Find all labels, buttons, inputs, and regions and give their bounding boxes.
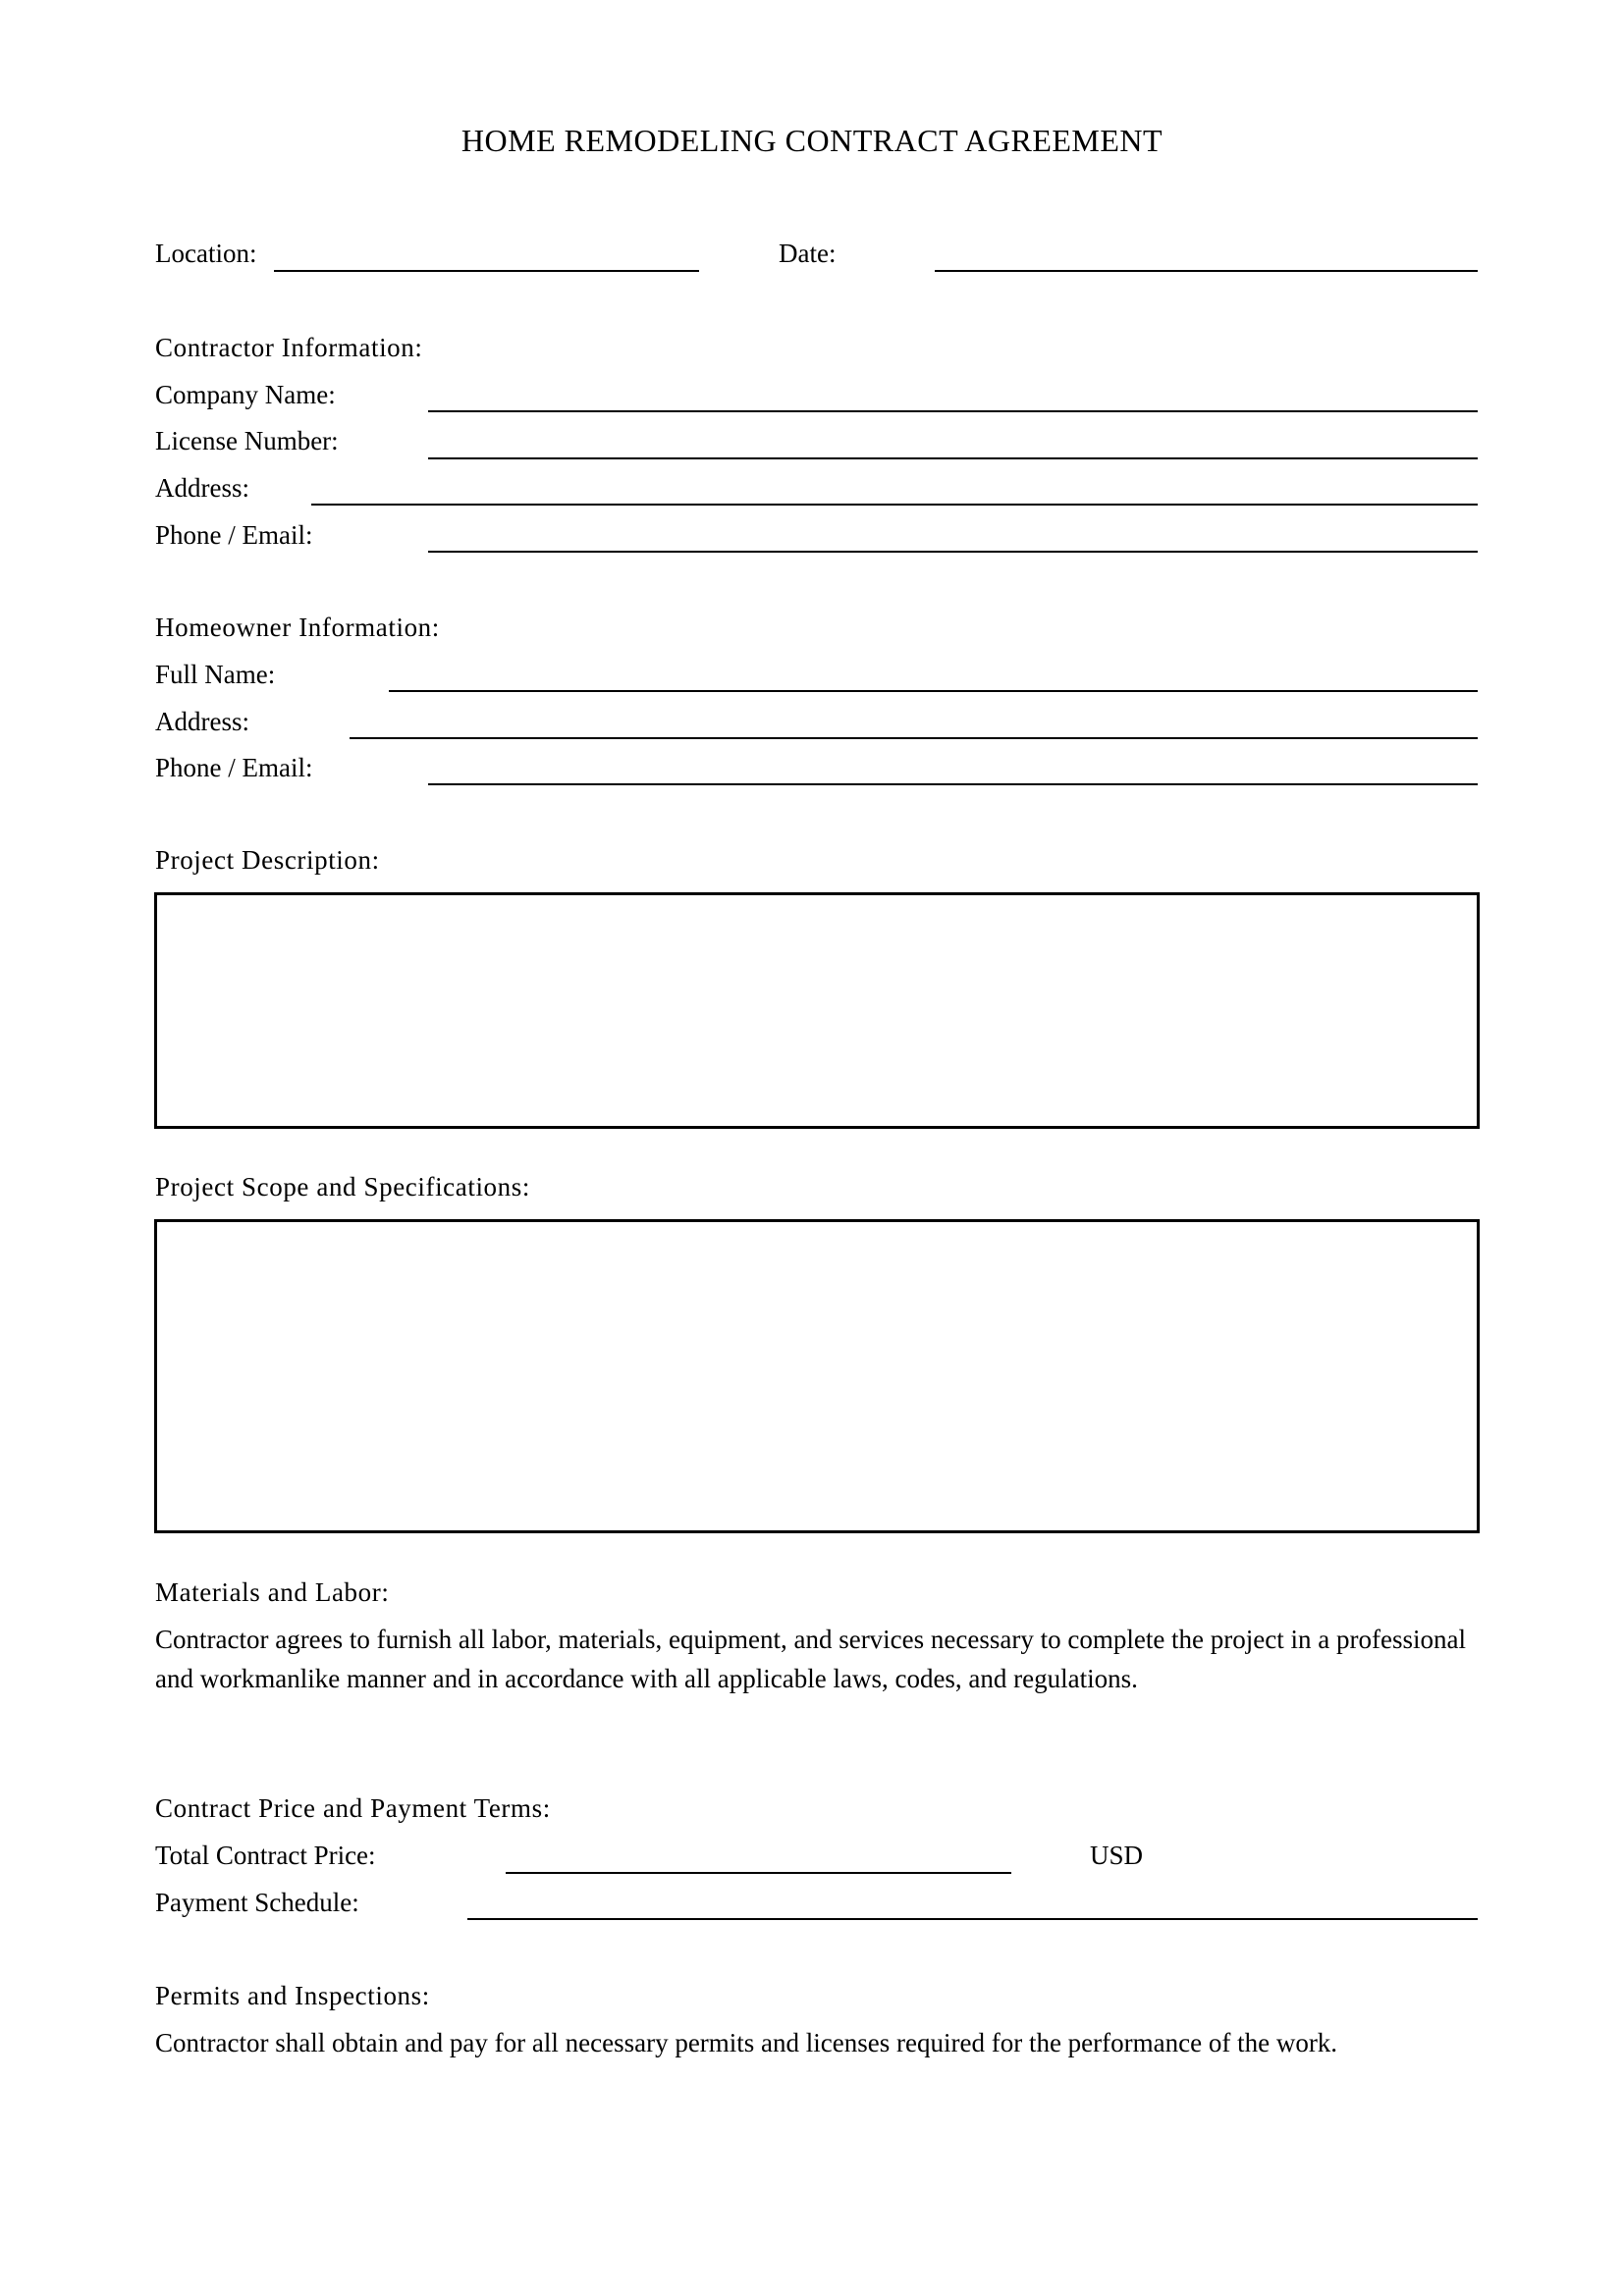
license-number-label: License Number: <box>155 426 339 455</box>
price-heading: Contract Price and Payment Terms: <box>155 1793 551 1823</box>
payment-schedule-field[interactable] <box>467 1918 1478 1920</box>
contractor-phone-email-field[interactable] <box>428 551 1478 553</box>
homeowner-address-label: Address: <box>155 707 249 736</box>
homeowner-phone-email-label: Phone / Email: <box>155 753 313 782</box>
date-field[interactable] <box>935 270 1478 272</box>
full-name-field[interactable] <box>389 690 1478 692</box>
homeowner-heading: Homeowner Information: <box>155 613 440 642</box>
project-description-box[interactable] <box>154 892 1480 1129</box>
materials-heading: Materials and Labor: <box>155 1577 390 1607</box>
document-title: HOME REMODELING CONTRACT AGREEMENT <box>460 123 1164 158</box>
homeowner-address-field[interactable] <box>350 737 1478 739</box>
company-name-label: Company Name: <box>155 380 336 409</box>
contractor-heading: Contractor Information: <box>155 333 423 362</box>
payment-schedule-label: Payment Schedule: <box>155 1888 359 1917</box>
homeowner-phone-email-field[interactable] <box>428 783 1478 785</box>
license-number-field[interactable] <box>428 457 1478 459</box>
currency-label: USD <box>1090 1841 1144 1870</box>
contractor-phone-email-label: Phone / Email: <box>155 520 313 550</box>
location-field[interactable] <box>274 270 699 272</box>
full-name-label: Full Name: <box>155 660 276 689</box>
project-description-heading: Project Description: <box>155 845 380 875</box>
project-scope-box[interactable] <box>154 1219 1480 1533</box>
materials-body: Contractor agrees to furnish all labor, materials, equipment, and services necessary to complete the project in a professional and workmanlike manner and in accordance with all applicable laws, codes, and regulations. <box>155 1625 1466 1693</box>
total-price-field[interactable] <box>506 1872 1011 1874</box>
location-label: Location: <box>155 239 257 268</box>
company-name-field[interactable] <box>428 410 1478 412</box>
permits-body: Contractor shall obtain and pay for all necessary permits and licenses required for the performance of the work. <box>155 2028 1338 2057</box>
contractor-address-field[interactable] <box>311 504 1478 506</box>
contractor-address-label: Address: <box>155 473 249 503</box>
project-scope-heading: Project Scope and Specifications: <box>155 1172 530 1201</box>
total-price-label: Total Contract Price: <box>155 1841 376 1870</box>
date-label: Date: <box>779 239 837 268</box>
permits-heading: Permits and Inspections: <box>155 1981 430 2010</box>
